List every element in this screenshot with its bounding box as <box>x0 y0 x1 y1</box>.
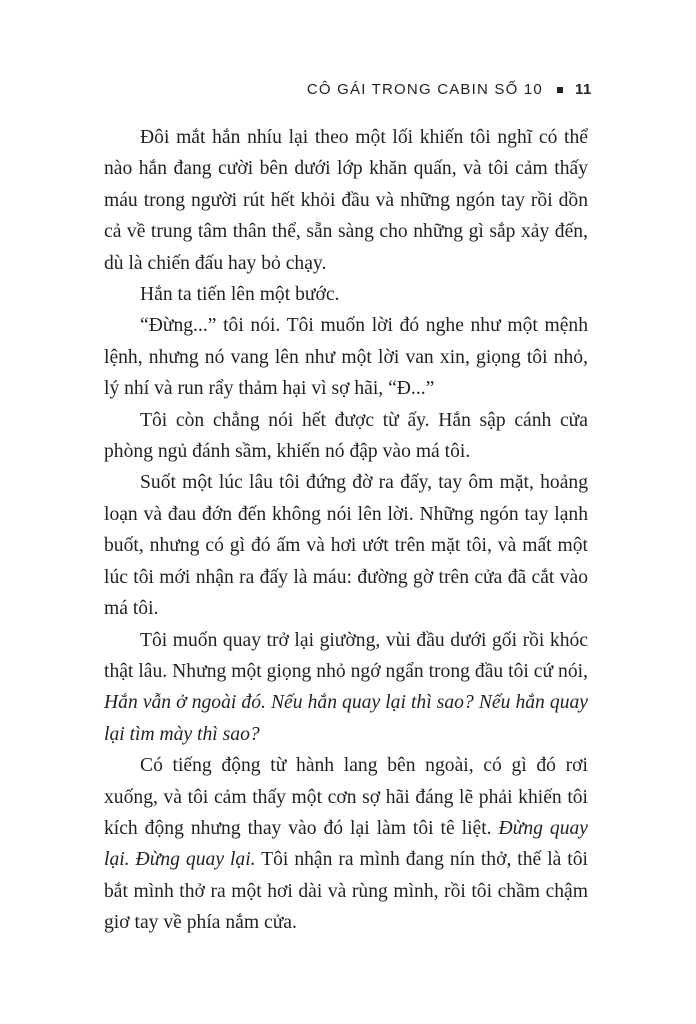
italic-thought: Đừng quay lại. Đừng quay lại. <box>104 817 588 871</box>
paragraph-text: Tôi nhận ra mình đang nín thở, thế là tôi bắt mình thở ra một hơi dài và rùng mình, rồi tôi chầm chậm giơ tay về phía nắm cửa. <box>104 849 588 934</box>
paragraph: Suốt một lúc lâu tôi đứng đờ ra đấy, tay ôm mặt, hoảng loạn và đau đớn đến không nói lên lời. Những ngón tay lạnh buốt, nhưng có gì đó ấm và hơi ướt trên mặt tôi, và mất một lúc tôi mới nhận ra đấy là máu: đường gờ trên cửa đã cắt vào má tôi. <box>104 472 588 620</box>
paragraph-text: Tôi muốn quay trở lại giường, vùi đầu dưới gối rồi khóc thật lâu. Nhưng một giọng nhỏ ngớ ngẩn trong đầu tôi cứ nói, <box>104 629 588 682</box>
paragraph: Hắn ta tiến lên một bước. <box>140 284 340 306</box>
book-title: CÔ GÁI TRONG CABIN SỐ 10 <box>306 81 543 98</box>
paragraph <box>104 750 588 938</box>
separator-square-icon <box>557 87 563 93</box>
body-text <box>104 122 588 939</box>
paragraph <box>104 625 588 751</box>
italic-thought: Hắn vẫn ở ngoài đó. Nếu hắn quay lại thì sao? Nếu hắn quay lại tìm mày thì sao? <box>104 692 588 745</box>
page-number: 11 <box>574 81 592 98</box>
paragraph: Đôi mắt hắn nhíu lại theo một lối khiến tôi nghĩ có thể nào hắn đang cười bên dưới lớp khăn quấn, và tôi cảm thấy máu trong người rút hết khỏi đầu và những ngón tay rồi dồn cả về trung tâm thân thể, sẵn sàng cho những gì sắp xảy đến, dù là chiến đấu hay bỏ chạy. <box>104 127 588 274</box>
paragraph-text: Có tiếng động từ hành lang bên ngoài, có gì đó rơi xuống, và tôi cảm thấy một cơn sợ hãi đáng lẽ phải khiến tôi kích động nhưng thay vào đó lại làm tôi tê liệt. <box>104 755 588 839</box>
running-header <box>307 81 592 98</box>
paragraph: Tôi còn chẳng nói hết được từ ấy. Hắn sập cánh cửa phòng ngủ đánh sầm, khiến nó đập vào má tôi. <box>104 409 588 463</box>
paragraph: “Đừng...” tôi nói. Tôi muốn lời đó nghe như một mệnh lệnh, nhưng nó vang lên như một lời van xin, giọng tôi nhỏ, lý nhí và run rẩy thảm hại vì sợ hãi, “Đ...” <box>104 315 588 400</box>
